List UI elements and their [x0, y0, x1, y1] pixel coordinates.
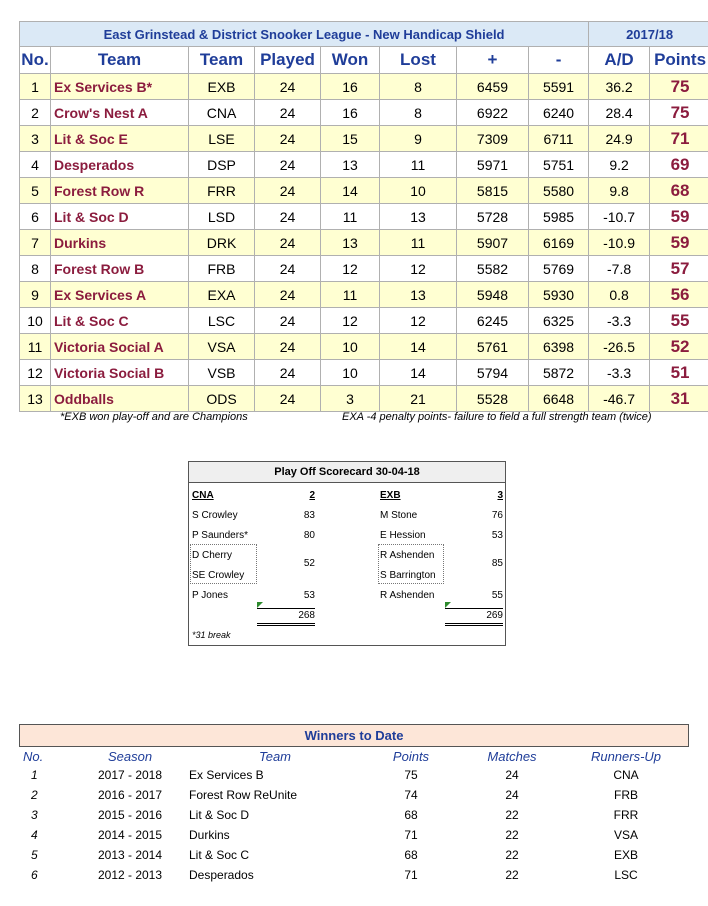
row-no: 13 — [20, 386, 51, 412]
playoff-left-player-5: P Jones — [192, 590, 228, 601]
row-team-code: LSE — [189, 126, 255, 152]
winners-title: Winners to Date — [19, 724, 689, 747]
winners-col-no: No. — [23, 748, 44, 764]
row-played: 24 — [255, 152, 321, 178]
row-team-code: VSA — [189, 334, 255, 360]
row-team: Desperados — [51, 152, 189, 178]
winners-table — [19, 747, 689, 885]
winner-matches: 24 — [505, 788, 519, 802]
winner-season: 2016 - 2017 — [97, 788, 163, 802]
league-season: 2017/18 — [589, 22, 708, 47]
row-played: 24 — [255, 178, 321, 204]
col-team-code: Team — [189, 47, 255, 74]
row-played: 24 — [255, 360, 321, 386]
row-ad: 36.2 — [589, 74, 650, 100]
row-team: Lit & Soc D — [51, 204, 189, 230]
row-points: 75 — [650, 74, 708, 100]
row-plus: 5907 — [457, 230, 529, 256]
row-ad: 9.8 — [589, 178, 650, 204]
row-no: 5 — [20, 178, 51, 204]
table-row — [20, 74, 708, 100]
winners-col-runners-up: Runners-Up — [590, 748, 662, 764]
playoff-right-score: 3 — [497, 490, 503, 501]
row-ad: -26.5 — [589, 334, 650, 360]
row-team-code: VSB — [189, 360, 255, 386]
playoff-right-player-5: R Ashenden — [380, 590, 435, 601]
row-minus: 5769 — [529, 256, 589, 282]
league-table — [19, 21, 708, 412]
playoff-left-player-1: S Crowley — [192, 510, 238, 521]
col-minus: - — [529, 47, 589, 74]
row-played: 24 — [255, 386, 321, 412]
row-won: 10 — [321, 334, 380, 360]
row-plus: 5794 — [457, 360, 529, 386]
row-minus: 6711 — [529, 126, 589, 152]
row-plus: 6459 — [457, 74, 529, 100]
winner-points: 68 — [404, 848, 418, 862]
playoff-note: *31 break — [192, 630, 231, 640]
row-plus: 5971 — [457, 152, 529, 178]
row-no: 2 — [20, 100, 51, 126]
row-team-code: DSP — [189, 152, 255, 178]
row-points: 68 — [650, 178, 708, 204]
table-row — [20, 230, 708, 256]
row-won: 14 — [321, 178, 380, 204]
row-lost: 9 — [380, 126, 457, 152]
row-lost: 14 — [380, 360, 457, 386]
winner-runner-up: FRR — [613, 808, 639, 822]
row-team: Ex Services A — [51, 282, 189, 308]
row-ad: 28.4 — [589, 100, 650, 126]
row-played: 24 — [255, 334, 321, 360]
table-row — [20, 308, 708, 334]
row-points: 52 — [650, 334, 708, 360]
winner-no: 2 — [31, 788, 38, 802]
row-played: 24 — [255, 308, 321, 334]
row-ad: -3.3 — [589, 360, 650, 386]
row-lost: 13 — [380, 282, 457, 308]
playoff-right-total: 269 — [445, 608, 503, 626]
table-row — [20, 334, 708, 360]
row-plus: 5815 — [457, 178, 529, 204]
row-lost: 11 — [380, 230, 457, 256]
table-row — [20, 282, 708, 308]
row-team-code: LSD — [189, 204, 255, 230]
row-plus: 5948 — [457, 282, 529, 308]
playoff-right-player-2: E Hession — [380, 530, 426, 541]
winner-points: 75 — [404, 768, 418, 782]
row-lost: 14 — [380, 334, 457, 360]
table-row — [20, 386, 708, 412]
col-plus: + — [457, 47, 529, 74]
winner-team: Durkins — [189, 828, 230, 842]
playoff-left-player-3: D Cherry — [192, 550, 233, 561]
row-no: 3 — [20, 126, 51, 152]
row-played: 24 — [255, 74, 321, 100]
list-item — [19, 785, 689, 805]
row-lost: 12 — [380, 308, 457, 334]
playoff-left-score-1: 83 — [303, 510, 315, 521]
row-no: 12 — [20, 360, 51, 386]
col-played: Played — [255, 47, 321, 74]
playoff-left-player-2: P Saunders* — [192, 530, 248, 541]
playoff-right-pair-score: 85 — [491, 558, 503, 569]
playoff-right-team: EXB — [380, 490, 401, 501]
playoff-right-player-3: R Ashenden — [380, 550, 435, 561]
playoff-left-team: CNA — [192, 490, 214, 501]
winners-col-team: Team — [258, 748, 292, 764]
row-team-code: EXB — [189, 74, 255, 100]
row-team: Victoria Social B — [51, 360, 189, 386]
row-played: 24 — [255, 256, 321, 282]
row-won: 16 — [321, 100, 380, 126]
row-minus: 5872 — [529, 360, 589, 386]
row-won: 12 — [321, 256, 380, 282]
row-played: 24 — [255, 230, 321, 256]
row-lost: 10 — [380, 178, 457, 204]
col-team: Team — [51, 47, 189, 74]
row-minus: 6648 — [529, 386, 589, 412]
winner-matches: 22 — [505, 848, 519, 862]
winner-season: 2014 - 2015 — [97, 828, 163, 842]
row-team: Crow's Nest A — [51, 100, 189, 126]
row-ad: -46.7 — [589, 386, 650, 412]
row-no: 7 — [20, 230, 51, 256]
row-points: 51 — [650, 360, 708, 386]
row-ad: 0.8 — [589, 282, 650, 308]
playoff-right-player-1: M Stone — [380, 510, 418, 521]
winners-col-matches: Matches — [487, 748, 537, 764]
row-plus: 5528 — [457, 386, 529, 412]
row-points: 71 — [650, 126, 708, 152]
table-row — [20, 204, 708, 230]
winner-points: 71 — [404, 868, 418, 882]
row-points: 59 — [650, 204, 708, 230]
row-plus: 5582 — [457, 256, 529, 282]
winner-points: 71 — [404, 828, 418, 842]
row-won: 11 — [321, 282, 380, 308]
list-item — [19, 805, 689, 825]
row-won: 11 — [321, 204, 380, 230]
row-team-code: CNA — [189, 100, 255, 126]
winner-runner-up: EXB — [613, 848, 638, 862]
row-ad: 24.9 — [589, 126, 650, 152]
row-minus: 6169 — [529, 230, 589, 256]
penalty-note: EXA -4 penalty points- failure to field a full strength team (twice) — [342, 411, 652, 423]
row-no: 1 — [20, 74, 51, 100]
row-lost: 8 — [380, 100, 457, 126]
row-team: Lit & Soc C — [51, 308, 189, 334]
winner-no: 4 — [31, 828, 38, 842]
list-item — [19, 845, 689, 865]
row-ad: -3.3 — [589, 308, 650, 334]
winner-no: 1 — [31, 768, 38, 782]
row-points: 59 — [650, 230, 708, 256]
winner-team: Lit & Soc D — [189, 808, 250, 822]
row-plus: 7309 — [457, 126, 529, 152]
col-no: No. — [20, 47, 51, 74]
table-row — [20, 100, 708, 126]
winner-runner-up: VSA — [613, 828, 638, 842]
row-ad: -10.7 — [589, 204, 650, 230]
row-points: 56 — [650, 282, 708, 308]
playoff-right-player-4: S Barrington — [380, 570, 436, 581]
table-row — [20, 178, 708, 204]
table-row — [20, 126, 708, 152]
row-won: 10 — [321, 360, 380, 386]
row-won: 12 — [321, 308, 380, 334]
row-team-code: DRK — [189, 230, 255, 256]
playoff-left-score-2: 80 — [303, 530, 315, 541]
row-points: 55 — [650, 308, 708, 334]
row-lost: 12 — [380, 256, 457, 282]
row-team-code: EXA — [189, 282, 255, 308]
winner-season: 2012 - 2013 — [97, 868, 163, 882]
row-lost: 21 — [380, 386, 457, 412]
row-ad: 9.2 — [589, 152, 650, 178]
winner-team: Forest Row ReUnite — [189, 788, 298, 802]
row-plus: 5761 — [457, 334, 529, 360]
row-team: Durkins — [51, 230, 189, 256]
winner-matches: 22 — [505, 808, 519, 822]
row-lost: 13 — [380, 204, 457, 230]
col-lost: Lost — [380, 47, 457, 74]
row-points: 31 — [650, 386, 708, 412]
playoff-left-score-5: 53 — [303, 590, 315, 601]
winner-team: Desperados — [189, 868, 254, 882]
playoff-left-total: 268 — [257, 608, 315, 626]
col-points: Points — [650, 47, 708, 74]
row-team: Forest Row B — [51, 256, 189, 282]
row-played: 24 — [255, 282, 321, 308]
row-team-code: LSC — [189, 308, 255, 334]
row-minus: 6240 — [529, 100, 589, 126]
row-lost: 8 — [380, 74, 457, 100]
row-minus: 5751 — [529, 152, 589, 178]
list-item — [19, 865, 689, 885]
row-team: Ex Services B* — [51, 74, 189, 100]
winner-runner-up: CNA — [613, 768, 639, 782]
row-won: 16 — [321, 74, 380, 100]
winner-team: Ex Services B — [189, 768, 264, 782]
row-team-code: FRB — [189, 256, 255, 282]
playoff-title: Play Off Scorecard 30-04-18 — [189, 462, 505, 483]
row-played: 24 — [255, 100, 321, 126]
col-won: Won — [321, 47, 380, 74]
winner-no: 6 — [31, 868, 38, 882]
playoff-left-score: 2 — [309, 490, 315, 501]
row-ad: -7.8 — [589, 256, 650, 282]
row-no: 6 — [20, 204, 51, 230]
winner-points: 68 — [404, 808, 418, 822]
row-team: Forest Row R — [51, 178, 189, 204]
row-points: 69 — [650, 152, 708, 178]
row-team: Lit & Soc E — [51, 126, 189, 152]
row-lost: 11 — [380, 152, 457, 178]
winner-matches: 24 — [505, 768, 519, 782]
row-points: 75 — [650, 100, 708, 126]
row-no: 8 — [20, 256, 51, 282]
row-played: 24 — [255, 204, 321, 230]
winner-points: 74 — [404, 788, 418, 802]
table-row — [20, 256, 708, 282]
row-minus: 6398 — [529, 334, 589, 360]
row-team: Victoria Social A — [51, 334, 189, 360]
row-won: 13 — [321, 230, 380, 256]
row-minus: 5580 — [529, 178, 589, 204]
row-no: 4 — [20, 152, 51, 178]
row-team-code: FRR — [189, 178, 255, 204]
winner-runner-up: LSC — [614, 868, 638, 882]
winner-no: 3 — [31, 808, 38, 822]
row-points: 57 — [650, 256, 708, 282]
row-team-code: ODS — [189, 386, 255, 412]
playoff-right-score-2: 53 — [491, 530, 503, 541]
row-won: 3 — [321, 386, 380, 412]
winner-season: 2013 - 2014 — [97, 848, 163, 862]
row-plus: 5728 — [457, 204, 529, 230]
playoff-left-player-4: SE Crowley — [192, 570, 245, 581]
winner-matches: 22 — [505, 868, 519, 882]
row-no: 11 — [20, 334, 51, 360]
champion-note: *EXB won play-off and are Champions — [60, 411, 248, 423]
row-ad: -10.9 — [589, 230, 650, 256]
row-minus: 5930 — [529, 282, 589, 308]
row-minus: 6325 — [529, 308, 589, 334]
row-plus: 6922 — [457, 100, 529, 126]
winner-no: 5 — [31, 848, 38, 862]
playoff-right-score-1: 76 — [491, 510, 503, 521]
winner-season: 2017 - 2018 — [97, 768, 163, 782]
table-row — [20, 152, 708, 178]
league-header-row — [20, 47, 708, 74]
playoff-scorecard — [188, 461, 506, 646]
row-minus: 5985 — [529, 204, 589, 230]
playoff-right-score-5: 55 — [491, 590, 503, 601]
row-no: 9 — [20, 282, 51, 308]
row-team: Oddballs — [51, 386, 189, 412]
col-ad: A/D — [589, 47, 650, 74]
playoff-left-pair-score: 52 — [303, 558, 315, 569]
list-item — [19, 825, 689, 845]
row-minus: 5591 — [529, 74, 589, 100]
league-title: East Grinstead & District Snooker League - New Handicap Shield — [20, 22, 589, 47]
row-no: 10 — [20, 308, 51, 334]
row-plus: 6245 — [457, 308, 529, 334]
winner-matches: 22 — [505, 828, 519, 842]
winners-col-points: Points — [392, 748, 430, 764]
row-won: 15 — [321, 126, 380, 152]
winner-team: Lit & Soc C — [189, 848, 250, 862]
table-row — [20, 360, 708, 386]
winner-season: 2015 - 2016 — [97, 808, 163, 822]
list-item — [19, 765, 689, 785]
row-won: 13 — [321, 152, 380, 178]
row-played: 24 — [255, 126, 321, 152]
winners-col-season: Season — [107, 748, 153, 764]
winners-header-row — [19, 747, 689, 765]
winner-runner-up: FRB — [614, 788, 638, 802]
